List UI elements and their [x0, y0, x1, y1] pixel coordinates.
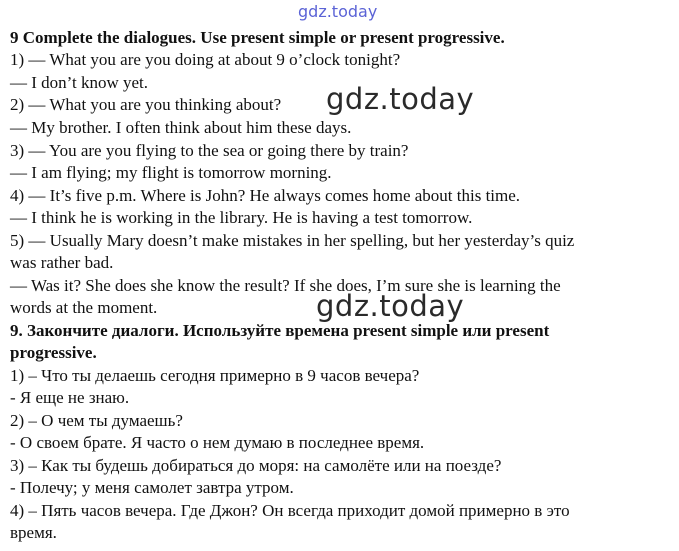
dialogue-line: 3) – Как ты будешь добираться до моря: на самолёте или на поезде?	[10, 456, 502, 475]
dialogue-line: - Я еще не знаю.	[10, 388, 130, 407]
exercise-title-ru-cont: progressive.	[10, 343, 97, 362]
dialogue-line: — I am flying; my flight is tomorrow morning.	[10, 163, 332, 182]
dialogue-line: was rather bad.	[10, 253, 114, 272]
dialogue-line: 1) — What you are you doing at about 9 o’clock tonight?	[10, 50, 401, 69]
dialogue-line: 4) — It’s five p.m. Where is John? He always comes home about this time.	[10, 186, 521, 205]
dialogue-line: - Полечу; у меня самолет завтра утром.	[10, 478, 294, 497]
watermark-lower: gdz.today	[316, 289, 465, 323]
dialogue-line: — Was it? She does she know the result? If she does, I’m sure she is learning the	[10, 276, 561, 295]
dialogue-line: 5) — Usually Mary doesn’t make mistakes in her spelling, but her yesterday’s quiz	[10, 231, 575, 250]
exercise-title-ru: 9. Закончите диалоги. Используйте времена present simple или present	[10, 321, 550, 340]
dialogue-line: - О своем брате. Я часто о нем думаю в последнее время.	[10, 433, 425, 452]
exercise-title-en: 9 Complete the dialogues. Use present simple or present progressive.	[10, 28, 505, 47]
dialogue-line: — I think he is working in the library. He is having a test tomorrow.	[10, 208, 473, 227]
dialogue-line: — My brother. I often think about him these days.	[10, 118, 352, 137]
dialogue-line: 2) — What you are you thinking about?	[10, 95, 282, 114]
watermark-middle: gdz.today	[326, 82, 475, 116]
dialogue-line: 2) – О чем ты думаешь?	[10, 411, 183, 430]
dialogue-line: words at the moment.	[10, 298, 158, 317]
dialogue-line: 1) – Что ты делаешь сегодня примерно в 9 часов вечера?	[10, 366, 420, 385]
dialogue-line: 3) — You are you flying to the sea or going there by train?	[10, 141, 409, 160]
dialogue-line: 4) – Пять часов вечера. Где Джон? Он всегда приходит домой примерно в это	[10, 501, 570, 520]
watermark-top: gdz.today	[298, 2, 378, 21]
dialogue-line: — I don’t know yet.	[10, 73, 149, 92]
dialogue-line: время.	[10, 523, 57, 542]
